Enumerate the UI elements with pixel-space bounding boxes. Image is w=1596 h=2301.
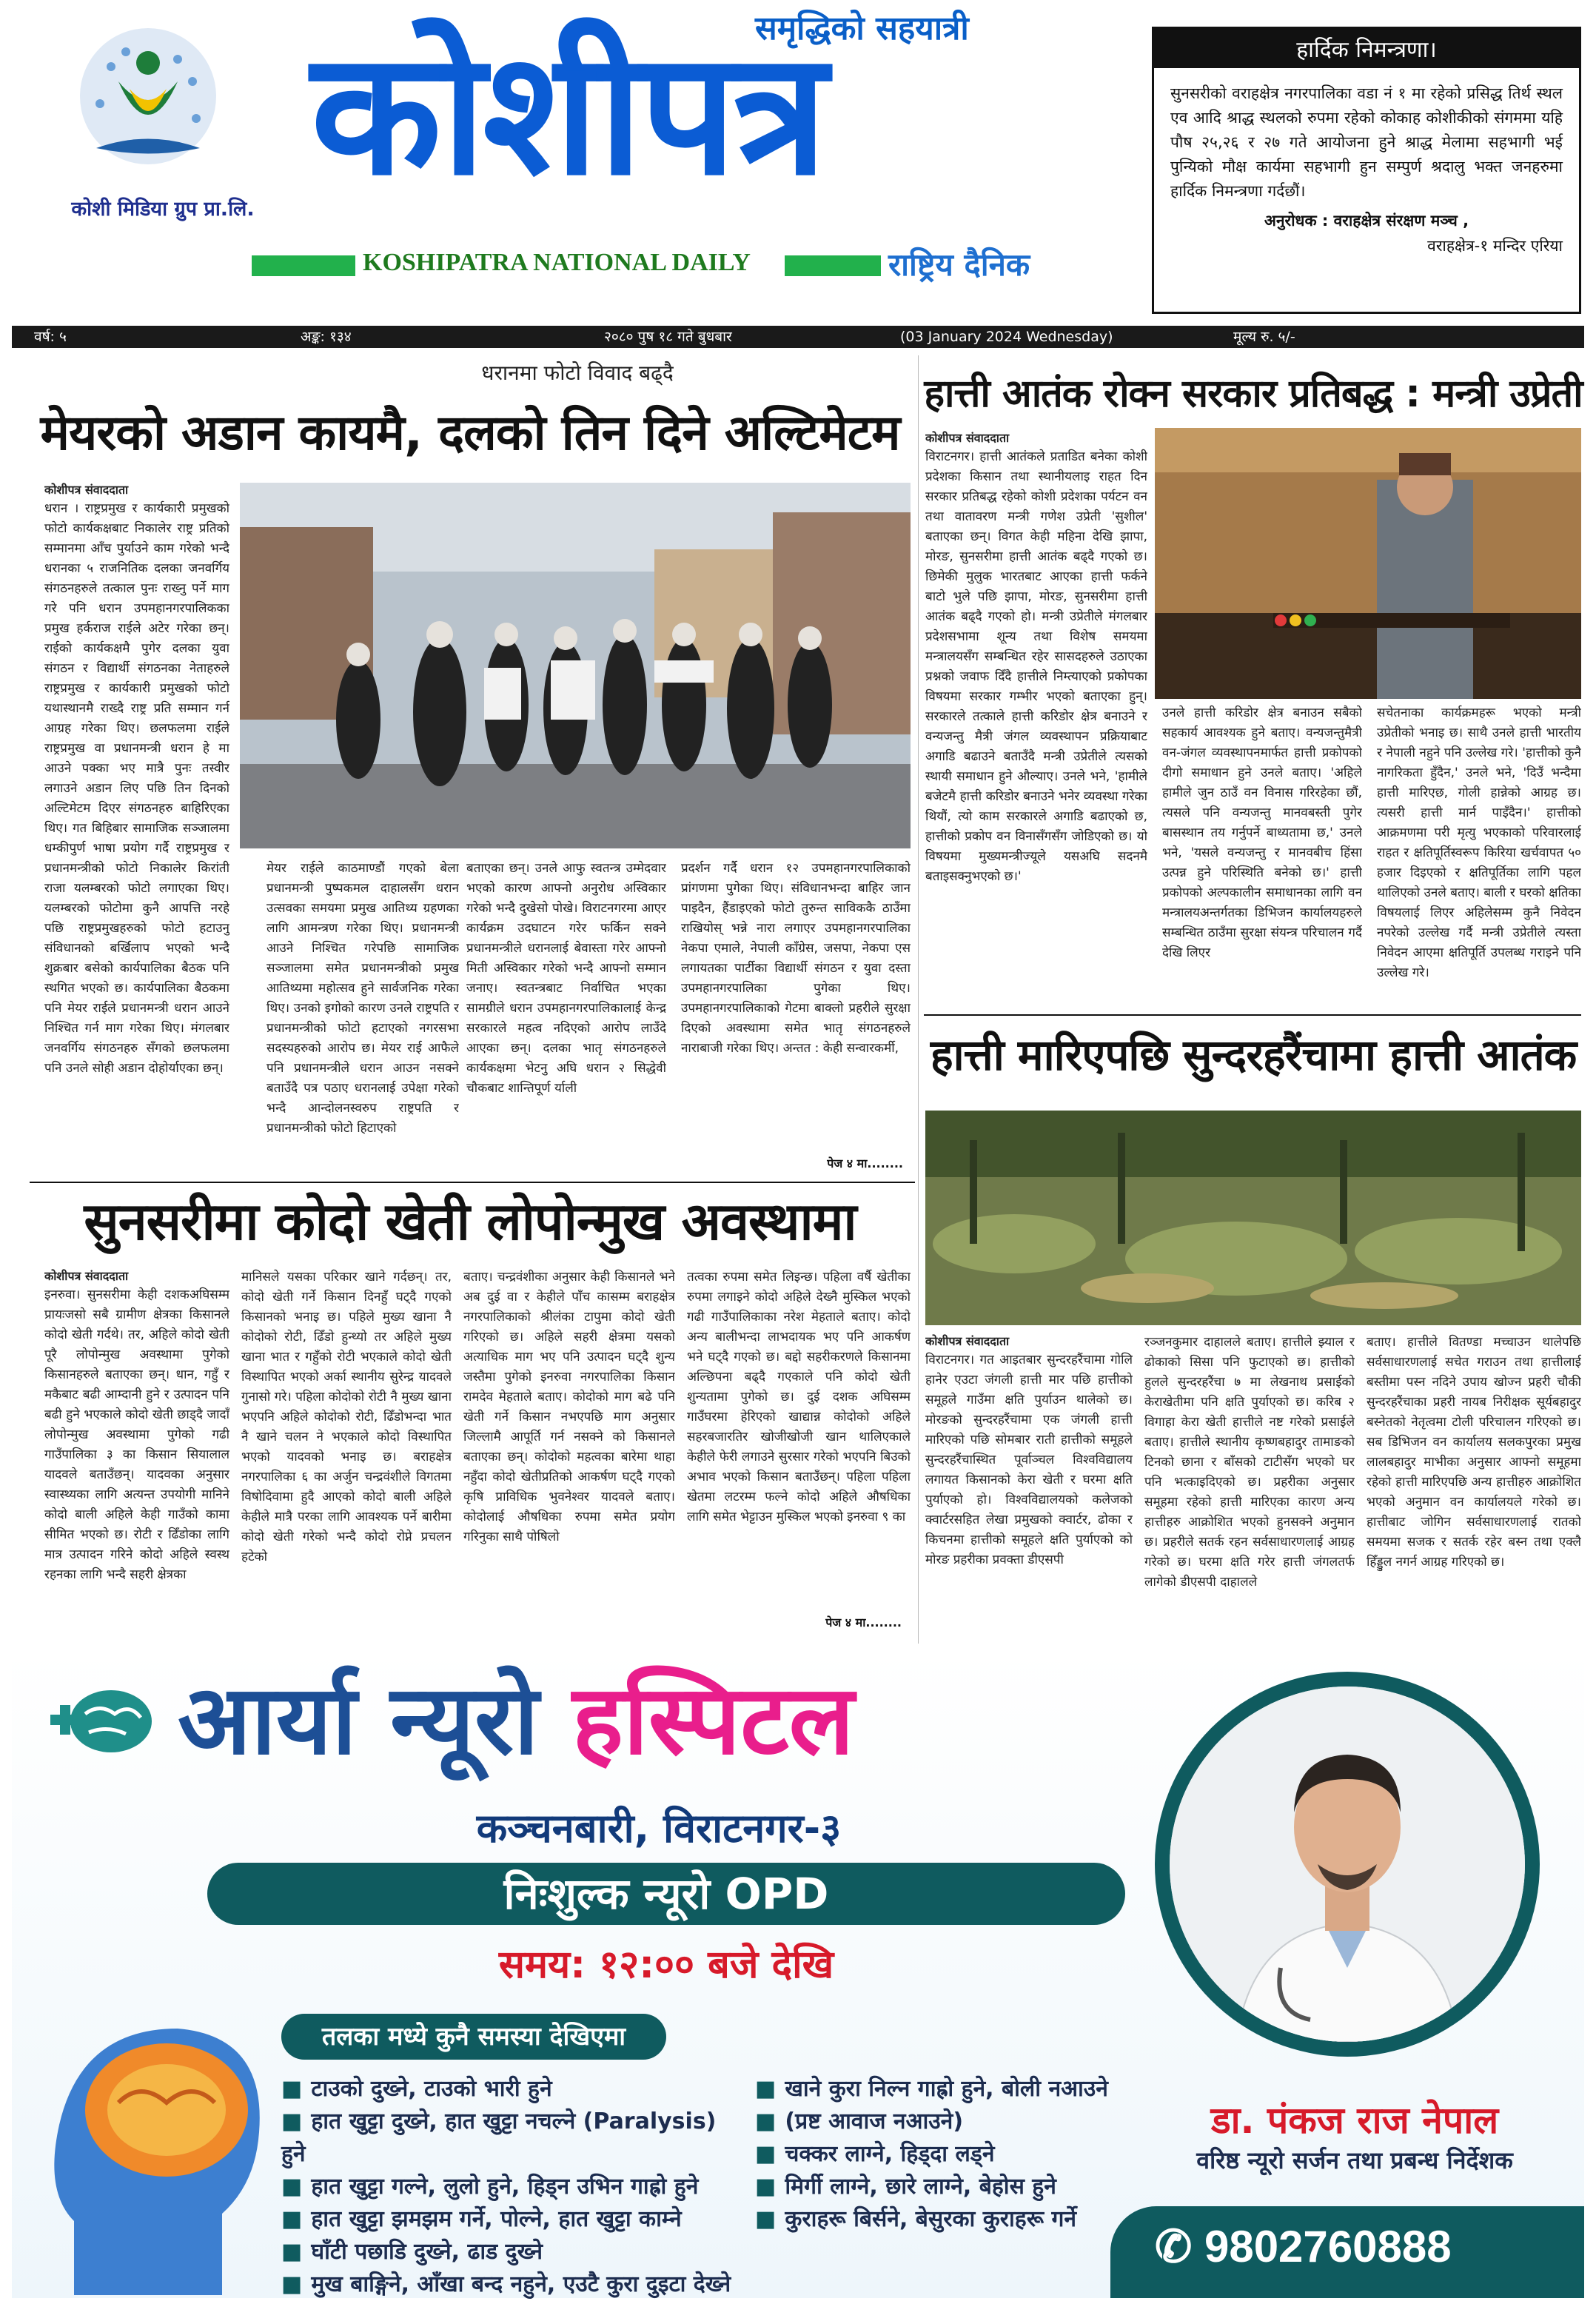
divider [30, 1182, 915, 1183]
issue-info-strip [12, 326, 1584, 348]
story3-byline: कोशीपत्र संवाददाता [925, 431, 1010, 445]
symptom-item: ■ टाउको दुख्ने, टाउको भारी हुने [281, 2076, 552, 2102]
doctor-title: वरिष्ठ न्यूरो सर्जन तथा प्रबन्ध निर्देशक [1196, 2146, 1513, 2174]
story4-headline: हात्ती मारिएपछि सुन्दरहरैंचामा हात्ती आतंक [930, 1030, 1577, 1080]
phone-icon: ✆ [1155, 2222, 1204, 2271]
story1-column1 [44, 481, 229, 1177]
invitation-org-line1: अनुरोधक : वराहक्षेत्र संरक्षण मञ्च , [1264, 212, 1469, 230]
decorative-bar [252, 255, 355, 276]
symptom-item: ■ (प्रष्ट आवाज नआउने) [755, 2109, 964, 2134]
story4-col1-text: विराटनगर। गत आइतबार सुन्दरहरैंचामा गोलि हानेर एउटा जंगली हात्ती मार पछि हात्तीको समूहले गाउँमा क्षति पुर्याउन थालेको छ। मोरङको सुन्दरहरैंचामा एक जंगली हात्ती मारिएको पछि सोमबार राती हात्तीको समूहले सुन्दरहरैंचास्थित पूर्वाञ्चल विश्वविद्यालय लगायत किसानको केरा खेती र घरमा क्षति पुर्याएको हो। विश्वविद्यालयको कलेजको क्वार्टरसहित लेखा प्रमुखको क्वार्टर, ढोका र किचनमा हात्तीको समूहले क्षति पुर्याएको को मोरङ प्रहरीका प्रवक्ता डीएसपी [925, 1353, 1133, 1567]
doctor-name: डा. पंकज राज नेपाल [1210, 2099, 1499, 2142]
story3-column3: सचेतनाका कार्यक्रमहरू भएको मन्त्री उप्रेतीको भनाइ छ। साथै उनले हात्ती भारतीय र नेपाली नहुने पनि उल्लेख गरे। 'हात्तीको कुनै नागरिकता हुँदैन,' उनले भने, 'दिउँ भन्दैमा हात्ती मारिएछ, गोली हान्नेको आग्रह छ। त्यसरी हात्ती मार्न पाइँदैन।' हात्तीको आक्रमणमा परी मृत्यु भएकाको परिवारलाई राहत र क्षतिपूर्तिस्वरूप किरिया खर्चवापत ५० हजार दिइएको र क्षतिपूर्तिका लागि पहल थालिएको उनले बताए। बाली र घरको क्षतिका विषयलाई लिएर अहिलेसम्म कुनै निवेदन नपरेको उल्लेख गर्दै मन्त्री उप्रेतीले त्यस्ता निवेदन आएमा क्षतिपूर्ति उपलब्ध गराइने पनि उल्लेख गरे। [1377, 706, 1581, 980]
column-separator [918, 355, 919, 1644]
doctor-photo [1170, 1687, 1525, 2042]
story4-column3: बताए। हात्तीले वितण्डा मच्चाउन थालेपछि सर्वसाधारणलाई सचेत गराउन तथा हात्तीलाई बस्तीमा पस्न नदिने उपाय खोज्न प्रहरी चौकी सुन्दरहरैंचाका प्रहरी नायब निरीक्षक सूर्यबहादुर बस्नेतको नेतृत्वमा टोली परिचालन गरिएको छ। सब डिभिजन वन कार्यालय सलकपुरका प्रमुख लालबहादुर माभीका अनुसार आफ्नो समूहमा रहेको हात्ती मारिएपछि अन्य हात्तीहरु आक्रोशित भएको अनुमान वन कार्यालयले गरेको छ। हात्तीबाट जोगिन सर्वसाधारणलाई रातको समयमा सजक र सतर्क रहेर बस्न तथा एक्लै हिँड्डुल नगर्न आग्रह गरिएको छ। [1367, 1335, 1581, 1570]
story3-column1 [925, 429, 1147, 1007]
free-opd-banner: निःशुल्क न्यूरो OPD [207, 1863, 1125, 1925]
date-english: (03 January 2024 Wednesday) [900, 329, 1113, 345]
story1-headline: मेयरको अडान कायमै, दलको तिन दिने अल्टिमेटम [40, 404, 900, 461]
story3-photo-minister [1155, 428, 1581, 699]
story1-column4: प्रदर्शन गर्दै धरान १२ उपमहानगरपालिकाको प्रांगणमा पुगेका थिए। संविधानभन्दा बाहिर जान पाइदैन, हैंडाइएको फोटो तुरुन्त साविककै ठाउँमा राखियोस् भन्ने नारा लगाएर उपमहानगरपालिका नेकपा एमाले, नेपाली काँग्रेस, जसपा, नेकपा एस लगायतका पार्टीका विद्यार्थी संगठन र युवा दस्ता उपमहानगरपालिका पुगेका थिए। उपमहानगरपालिकाको गेटमा बाक्लो प्रहरीले सुरक्षा दिएको अवस्थामा समेत भातृ संगठनहरुले नाराबाजी गरेका थिए। अन्तत : केही सन्वारकर्मी, [681, 861, 911, 1056]
symptom-item: ■ हात खुट्टा झमझम गर्ने, पोल्ने, हात खुट्टा काम्ने [281, 2206, 682, 2232]
story2-continued: पेज ४ मा........ [825, 1615, 902, 1630]
story2-column3: बताए। चन्द्रवंशीका अनुसार केही किसानले भने अब दुई वा र केहीले पाँच कासम्म बराहक्षेत्र नगरपालिकाको श्रीलंका टापुमा कोदो खेती गरिएको छ। अहिले सहरी क्षेत्रमा यसको अत्याधिक माग भए पनि उत्पादन घट्दै शुन्य जस्तैमा पुगेको इनरुवा नगरपालिका किसान रामदेव मेहताले बताए। कोदोको माग बढे पनि खेती गर्ने किसान नभएपछि माग अनुसार जिल्लामै आपूर्ति गर्न नसक्ने को किसानले बताएका छन्। कोदोको महत्वका बारेमा थाहा नहुँदा कोदो खेतीप्रतिको आकर्षण घट्दै गएको कृषि प्राविधिक भुवनेश्वर यादवले बताए। कोदोलाई औषधिका रुपमा समेत प्रयोग गरिनुका साथै पोषिलो [463, 1270, 675, 1544]
symptom-item: ■ चक्कर लाग्ने, हिड्दा लड्ने [755, 2141, 995, 2167]
story2-column1 [44, 1267, 229, 1638]
invitation-heading: हार्दिक निमन्त्रणा। [1154, 29, 1579, 68]
hospital-name [178, 1664, 1140, 1775]
symptom-item: ■ मिर्गी लाग्ने, छारे लाग्ने, बेहोस हुने [755, 2174, 1056, 2200]
decorative-bar [785, 255, 881, 276]
tagline: समृद्धिको सहयात्री [755, 10, 969, 47]
story1-byline: कोशीपत्र संवाददाता [44, 483, 129, 497]
english-name: KOSHIPATRA NATIONAL DAILY [363, 249, 751, 276]
opd-time: समय: १२:०० बजे देखि [498, 1943, 834, 1987]
koshi-media-logo [67, 22, 229, 178]
story1-kicker: धरानमा फोटो विवाद बढ्दै [481, 361, 674, 385]
story2-headline: सुनसरीमा कोदो खेती लोपोन्मुख अवस्थामा [84, 1191, 856, 1252]
story1-col1-text: धरान । राष्ट्रप्रमुख र कार्यकारी प्रमुखको फोटो कार्यकक्षबाट निकालेर राष्ट्र प्रतिको सम्मानमा आँच पुर्याउने काम गरेको भन्दै धरानका ५ राजनितिक दलका जनवर्गिय संगठनहरुले तत्काल पुनः राख्नु पर्ने माग गरे पनि धरान उपमहानगरपालिकका प्रमुख हर्कराज राईले अटेर गरेका छन्। राईको कार्यकक्षमै पुगेर दलका युवा संगठन र विद्यार्थी संगठनका नेताहरुले राष्ट्रप्रमुख र कार्यकारी प्रमुखको फोटो यथास्थानमै राख्दै राष्ट्र प्रति सम्मान गर्न आग्रह गरेका थिए। छलफलमा राईले राष्ट्रप्रमुख वा प्रधानमन्त्री धरान हे मा आउने पक्का भए मात्रै पुनः तस्वीर लगाउने अडान लिए पछि तिन दिनको अल्टिमेटम दिएर संगठनहरु बाहिरिएका थिए। गत बिहिबार सामाजिक सञ्जालमा धम्कीपुर्ण भाषा प्रयोग गर्दै राष्ट्रप्रमुख र प्रधानमन्त्रीको फोटो निकालेर किरांती राजा यलम्बरको फोटो लगाएका थिए। यलम्बरको फोटोमा कुनै आपत्ति नरहे पछि राष्ट्रप्रमुखहरुको फोटो हटाउनु संविधानको बर्खिलाप भएको भन्दै शुक्रबार बसेको कार्यपालिका बैठक पनि स्थगित भएको छ। कार्यपालिका बैठकमा पनि मेयर राईले प्रधानमन्त्री धरान आउने निश्चित गर्न माग गरेका थिए। मंगलबार जनवर्गिय संगठनहरु सँगको छलफलमा पनि उनले सोही अडान दोहोर्याएका छन्। [44, 501, 229, 1076]
symptom-item: ■ खाने कुरा निल्न गाह्रो हुने, बोली नआउने [755, 2076, 1108, 2102]
story1-photo-rally [240, 483, 911, 848]
story4-byline: कोशीपत्र संवाददाता [925, 1334, 1010, 1348]
invitation-body: सुनसरीको वराहक्षेत्र नगरपालिका वडा नं १ मा रहेको प्रसिद्ध तिर्थ स्थल एव आदि श्राद्ध स्थलको रुपमा रहेको कोकाह कोशीकीको संगममा यहि पौष २५,२६ र २७ गते आयोजना हुने श्राद्ध मेलामा सहभागी भई पुन्यिको मौक्ष कार्यमा सहभागी हुन सम्पुर्ण श्रदालु भक्त जनहरुमा हार्दिक निमन्त्रणा गर्दछौं। [1170, 84, 1563, 200]
story1-continued: पेज ४ मा........ [827, 1156, 903, 1170]
media-group-name: कोशी मिडिया ग्रुप प्रा.लि. [71, 198, 255, 221]
symptom-item: ■ हात खुट्टा दुख्ने, हात खुट्टा नचल्ने (Paralysis) हुने [281, 2109, 717, 2167]
volume: वर्ष: ५ [34, 329, 67, 345]
invitation-box [1152, 27, 1581, 314]
story3-col1-text: विराटनगर। हात्ती आतंकले प्रताडित बनेका कोशी प्रदेशका किसान तथा स्थानीयलाइ राहत दिन सरकार प्रतिबद्ध रहेको कोशी प्रदेशका पर्यटन वन तथा वातावरण मन्त्री गणेश उप्रेती 'सुशील' बताएका छन्। विगत केही महिना देखि झापा, मोरङ, सुनसरीमा हात्ती आतंक बढ्दै गएको छ। छिमेकी मुलुक भारतबाट आएका हात्ती फर्कने बाटो भुले पछि झापा, मोरङ, सुनसरीमा हात्ती आतंक बढ्दै गएको हो। मन्त्री उप्रेतीले मंगलबार प्रदेशसभामा शून्य तथा विशेष समयमा मन्त्रालयसँग सम्बन्धित रहेर सासदहरुले उठाएका प्रश्नको जवाफ दिँदै हात्तीले निम्त्याएको प्रकोपका विषयमा सरकार गम्भीर भएको बताएका हुन्। सरकारले तत्काले हात्ती करिडोर क्षेत्र बनाउने र वन्यजन्तु मैत्री जंगल व्यवस्थापन प्रक्रियाबाट अगाडि बढाउने बताउँदै मन्त्री उप्रेतीले त्यसको स्थायी समाधान हुने औल्याए। उनले भने, 'हामीले बजेटमै हात्ती करिडोर बनाउने भनेर व्यवस्था गरेका थियौं, त्यो काम सरकारले अगाडि बढाएको छ, हात्तीको प्रकोप वन विनासँगसँग जोडिएको छ। यो विषयमा मुख्यमन्त्रीज्यूले यसअघि सदनमै बताइसक्नुभएको छ।' [925, 449, 1147, 884]
problems-label: तलका मध्ये कुनै समस्या देखिएमा [281, 2014, 666, 2060]
story2-column2: मानिसले यसका परिकार खाने गर्दछन्। तर, कोदो खेती गर्ने किसान दिनहुँ घट्दै गएको किसानको भनाइ छ। पहिले मुख्य खाना नै कोदोको रोटी, ढिँडो हुन्थ्यो तर अहिले मुख्य खाना भात र गहुँको रोटी भएकाले कोदो खेती विस्थापित भएको अर्का स्थानीय सुरेन्द्र यादवले गुनासो गरे। पहिला कोदोको रोटी नै मुख्य खाना भएपनि अहिले कोदोको रोटी, ढिँडोभन्दा भात नै खाने चलन ने भएकाले कोदो विस्थापित भएको यादवको भनाइ छ। बराहक्षेत्र नगरपालिका ६ का अर्जुन चन्द्रवंशीले विगतमा विषोदिवामा हुदै आएको कोदो बाली अहिले केहीले मात्रै परका लागि आवश्यक पर्ने बारीमा कोदो खेती गरेको भन्दै कोदो रोप्ने प्रचलन हटेको [241, 1270, 452, 1564]
story2-byline: कोशीपत्र संवाददाता [44, 1269, 129, 1283]
story3-headline: हात्ती आतंक रोक्न सरकार प्रतिबद्ध : मन्त्री उप्रेती [924, 372, 1583, 416]
hospital-name-part2: हस्पिटल [572, 1664, 854, 1776]
story2-column4: तत्वका रुपमा समेत लिइन्छ। पहिला वर्षै खेतीका रुपमा लगाइने कोदो अहिले देख्नै मुस्किल भएको गढी गाउँपालिकाका नरेश मेहताले बताए। कोदो अन्य बालीभन्दा लाभदायक भए पनि आकर्षण भने घट्दै गएको छ। बद्दो सहरीकरणले किसानमा अल्छिपना बढ्दै गएकाले पनि कोदो खेती शुन्यतामा पुगेको छ। दुई दशक अघिसम्म गाउँघरमा हेरिएको खाद्यान्न कोदोको अहिले सहरबजारतिर खोजीखोजी खान थालिएकाले केहीले फेरी लगाउने सुरसार गरेको भएपनि बिउको अभाव भएको किसान बताउँछन्। पहिला पहिला खेतमा लटरम्म फल्ने कोदो अहिले औषधिका लागि समेत भेट्टाउन मुस्किल भएको इनरुवा ९ का [687, 1270, 911, 1524]
invitation-org-line2: वराहक्षेत्र-१ मन्दिर एरिया [1427, 237, 1563, 255]
invitation-requester [1154, 208, 1579, 258]
symptoms-right-list [755, 2073, 1140, 2236]
symptom-item: ■ घाँटी पछाडि दुख्ने, ढाड दुख्ने [281, 2239, 543, 2265]
story4-column1 [925, 1333, 1133, 1644]
symptom-item: ■ मुख बाङ्गिने, आँखा बन्द नहुने, एउटै कुरा दुइटा देख्ने [281, 2271, 731, 2297]
divider [924, 1014, 1581, 1016]
story4-column2: रञ्जनकुमार दाहालले बताए। हात्तीले झ्याल र ढोकाको सिसा पनि फुटाएको छ। हात्तीको हुलले सुन्दरहरैंचा ७ मा लेखनाथ प्रसाईको केराखेतीमा पनि क्षति पुर्याएको छ। करिब २ विगाहा केरा खेती हात्तीले नष्ट गरेको प्रसाईले बताए। हात्तीले स्थानीय कृष्णबहादुर तामाङको टिनको छाना र बाँसको टाटीसँग भएको घर पनि भत्काइदिएको छ। प्रहरीका अनुसार समूहमा रहेको हात्ती मारिएका कारण अन्य हात्तीहरु आक्रोशित भएको हुनसक्ने अनुमान छ। प्रहरीले सतर्क रहन सर्वसाधारणलाई आग्रह गरेको छ। घरमा क्षति गरेर हात्ती जंगलतर्फ लागेको डीएसपी दाहालले [1144, 1335, 1355, 1590]
story2-col1-text: इनरुवा। सुनसरीमा केही दशकअघिसम्म प्रायःजसो सबै ग्रामीण क्षेत्रका किसानले कोदो खेती गर्दथे। तर, अहिले कोदो खेती पूरै लोपोन्मुख अवस्थामा पुगेको किसानहरुले बताएका छन्। धान, गहुँ र मकैबाट बढी आम्दानी हुने र उत्पादन पनि बढी हुने भएकाले कोदो खेती छाड्दै जादाँ लोपोन्मुख अवस्थामा पुगेको गढी गाउँपालिका ३ का किसान सियालाल यादवले बताउँछन्। यादवका अनुसार स्वास्थ्यका लागि अत्यन्त उपयोगी मानिने कोदो बाली अहिले केही गाउँको कामा सीमित भएको छ। रोटी र ढिँडोका लागि मात्र उत्पादन गरिने कोदो अहिले स्वस्थ रहनका लागि भन्दै सहरी क्षेत्रका [44, 1287, 229, 1582]
symptom-item: ■ हात खुट्टा गल्ने, लुलो हुने, हिड्न उभिन गाह्रो हुने [281, 2174, 699, 2200]
story4-photo-banana-field [925, 1111, 1581, 1325]
symptoms-left-list [281, 2073, 740, 2301]
phone-number-text: 9802760888 [1204, 2222, 1452, 2271]
hospital-name-part1: आर्या न्यूरो [178, 1664, 539, 1776]
brain-head-illustration [30, 1999, 274, 2295]
national-daily-label: राष्ट्रिय दैनिक [888, 247, 1030, 283]
date-nepali: २०८० पुष १८ गते बुधबार [604, 329, 732, 345]
story1-column2: मेयर राईले काठमाण्डौं गएको बेला प्रधानमन्त्री पुष्पकमल दाहालसँग धरान उत्सवका समयमा प्रमुख आतिथ्य ग्रहणका लागि आमन्त्रण गरेका थिए। प्रधानमन्त्री आउने निश्चित गरेपछि सामाजिक सञ्जालमा समेत प्रधानमन्त्रीको प्रमुख आतिथ्यमा महोत्सव हुने सार्वजनिक गरेका थिए। उनको इगोको कारण उनले राष्ट्रपति र प्रधानमन्त्रीको फोटो हटाएको नगरसभा सदस्यहरुको आरोप छ। मेयर राई आफैले पनि प्रधानमन्त्रीले धरान आउन नसक्ने बताउँदै पत्र पठाए धरानलाई उपेक्षा गरेको भन्दै आन्दोलनस्वरुप राष्ट्रपति र प्रधानमन्त्रीको फोटो हिटाएको [266, 861, 459, 1136]
story3-column2: उनले हात्ती करिडोर क्षेत्र बनाउन सबैको सहकार्य आवश्यक हुने बताए। वन्यजन्तुमैत्री वन-जंगल व्यवस्थापनमार्फत हात्ती प्रकोपको दीगो समाधान हुने उनले बताए। 'अहिले हामीले जुन ठाउँ वन विनास गरिरहेका छौं, त्यसले पनि वन्यजन्तु मानवबस्ती पुगेर बासस्थान तय गर्नुपर्ने बाध्यतामा छ,' उनले भने, 'यसले वन्यजन्तु र मानवबीच हिंसा उत्पन्न हुने परिस्थिति बनेको छ।' हात्ती प्रकोपको अल्पकालीन समाधानका लागि वन मन्त्रालयअन्तर्गतका डिभिजन कार्यालयहरुले सम्बन्धित ठाउँमा सुरक्षा संयन्त्र परिचालन गर्दै देखि लिएर [1162, 706, 1362, 960]
hospital-address: कञ्चनबारी, विराटनगर-३ [476, 1805, 842, 1852]
brain-plus-icon [44, 1681, 155, 1762]
newspaper-brand: कोशीपत्र [311, 16, 825, 213]
story1-column3: बताएका छन्। उनले आफु स्वतन्त्र उम्मेदवार भएको कारण आफ्नो अनुरोध अस्विकार गरेको भन्दै दुखेसो पोखे। विराटनगरमा आएर कार्यक्रम उदघाटन गरेर फर्किन सक्ने प्रधानमन्त्रीले धरानलाई बेवास्ता गरेर आफ्नो मिती अस्विकार गरेको भन्दै आफ्नो सम्मान जनाए। स्वतन्त्रबाट निर्वाचित भएका सामग्रीले धरान उपमहानगरपालिकालाई केन्द्र सरकारले महत्व नदिएको आरोप लाउँदे आएका छन्। दलका भातृ संगठनहरुले कार्यकक्षमा भेटनु अघि धरान २ सिद्धेवी चौकबाट शान्तिपूर्ण र्याली [466, 861, 666, 1096]
symptom-item: ■ कुराहरू बिर्सने, बेसुरका कुराहरू गर्ने [755, 2206, 1077, 2232]
issue-number: अङ्क: १३४ [301, 329, 352, 345]
phone-number [1155, 2221, 1569, 2273]
price: मूल्य रु. ५/- [1233, 329, 1295, 345]
